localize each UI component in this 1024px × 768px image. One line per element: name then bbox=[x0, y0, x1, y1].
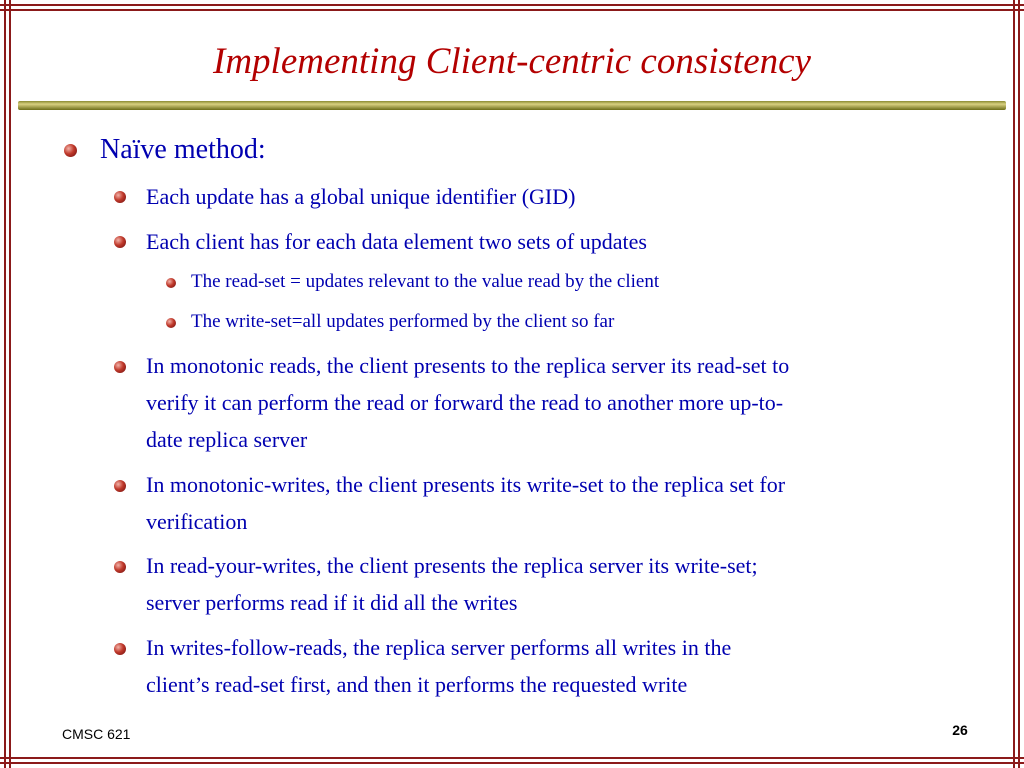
bullet-text: The write-set=all updates performed by the client so far bbox=[191, 311, 615, 332]
bullet-text bbox=[146, 629, 731, 703]
bullet-line: In monotonic reads, the client presents to the replica server its read-set to bbox=[146, 353, 790, 378]
bullet-icon bbox=[114, 561, 126, 573]
bullet-icon bbox=[114, 361, 126, 373]
bullet-icon bbox=[114, 191, 126, 203]
bullet-icon bbox=[166, 278, 176, 288]
bullet-text: Naïve method: bbox=[100, 134, 266, 165]
bullet-line: server performs read if it did all the writes bbox=[146, 590, 518, 615]
slide-title: Implementing Client-centric consistency bbox=[213, 41, 811, 82]
bullet-text bbox=[146, 347, 789, 458]
bullet-text bbox=[146, 547, 758, 621]
bullet-text bbox=[146, 466, 785, 540]
frame-top-outer bbox=[0, 4, 1024, 6]
bullet-line: client’s read-set first, and then it performs the requested write bbox=[146, 672, 688, 697]
frame-right-outer bbox=[1018, 0, 1020, 768]
bullet-line: In monotonic-writes, the client presents its write-set to the replica set for bbox=[146, 472, 786, 497]
frame-left-inner bbox=[9, 0, 11, 768]
bullet-line: In read-your-writes, the client presents the replica server its write-set; bbox=[146, 553, 758, 578]
bullet-line: In writes-follow-reads, the replica server performs all writes in the bbox=[146, 635, 732, 660]
bullet-text: Each client has for each data element two sets of updates bbox=[146, 229, 647, 254]
page-number: 26 bbox=[952, 722, 968, 738]
bullet-line: date replica server bbox=[146, 427, 308, 452]
title-underline bbox=[18, 101, 1006, 110]
frame-top-inner bbox=[0, 9, 1024, 11]
bullet-text: Each update has a global unique identifier (GID) bbox=[146, 184, 576, 209]
frame-bottom-outer bbox=[0, 762, 1024, 764]
bullet-icon bbox=[114, 643, 126, 655]
footer-course: CMSC 621 bbox=[62, 726, 131, 742]
bullet-icon bbox=[166, 318, 176, 328]
bullet-text: The read-set = updates relevant to the value read by the client bbox=[191, 271, 660, 292]
bullet-icon bbox=[114, 480, 126, 492]
frame-left-outer bbox=[4, 0, 6, 768]
frame-bottom-inner bbox=[0, 757, 1024, 759]
bullet-line: verify it can perform the read or forward the read to another more up-to- bbox=[146, 390, 784, 415]
bullet-icon bbox=[64, 144, 77, 157]
bullet-line: verification bbox=[146, 509, 248, 534]
frame-right-inner bbox=[1013, 0, 1015, 768]
bullet-icon bbox=[114, 236, 126, 248]
